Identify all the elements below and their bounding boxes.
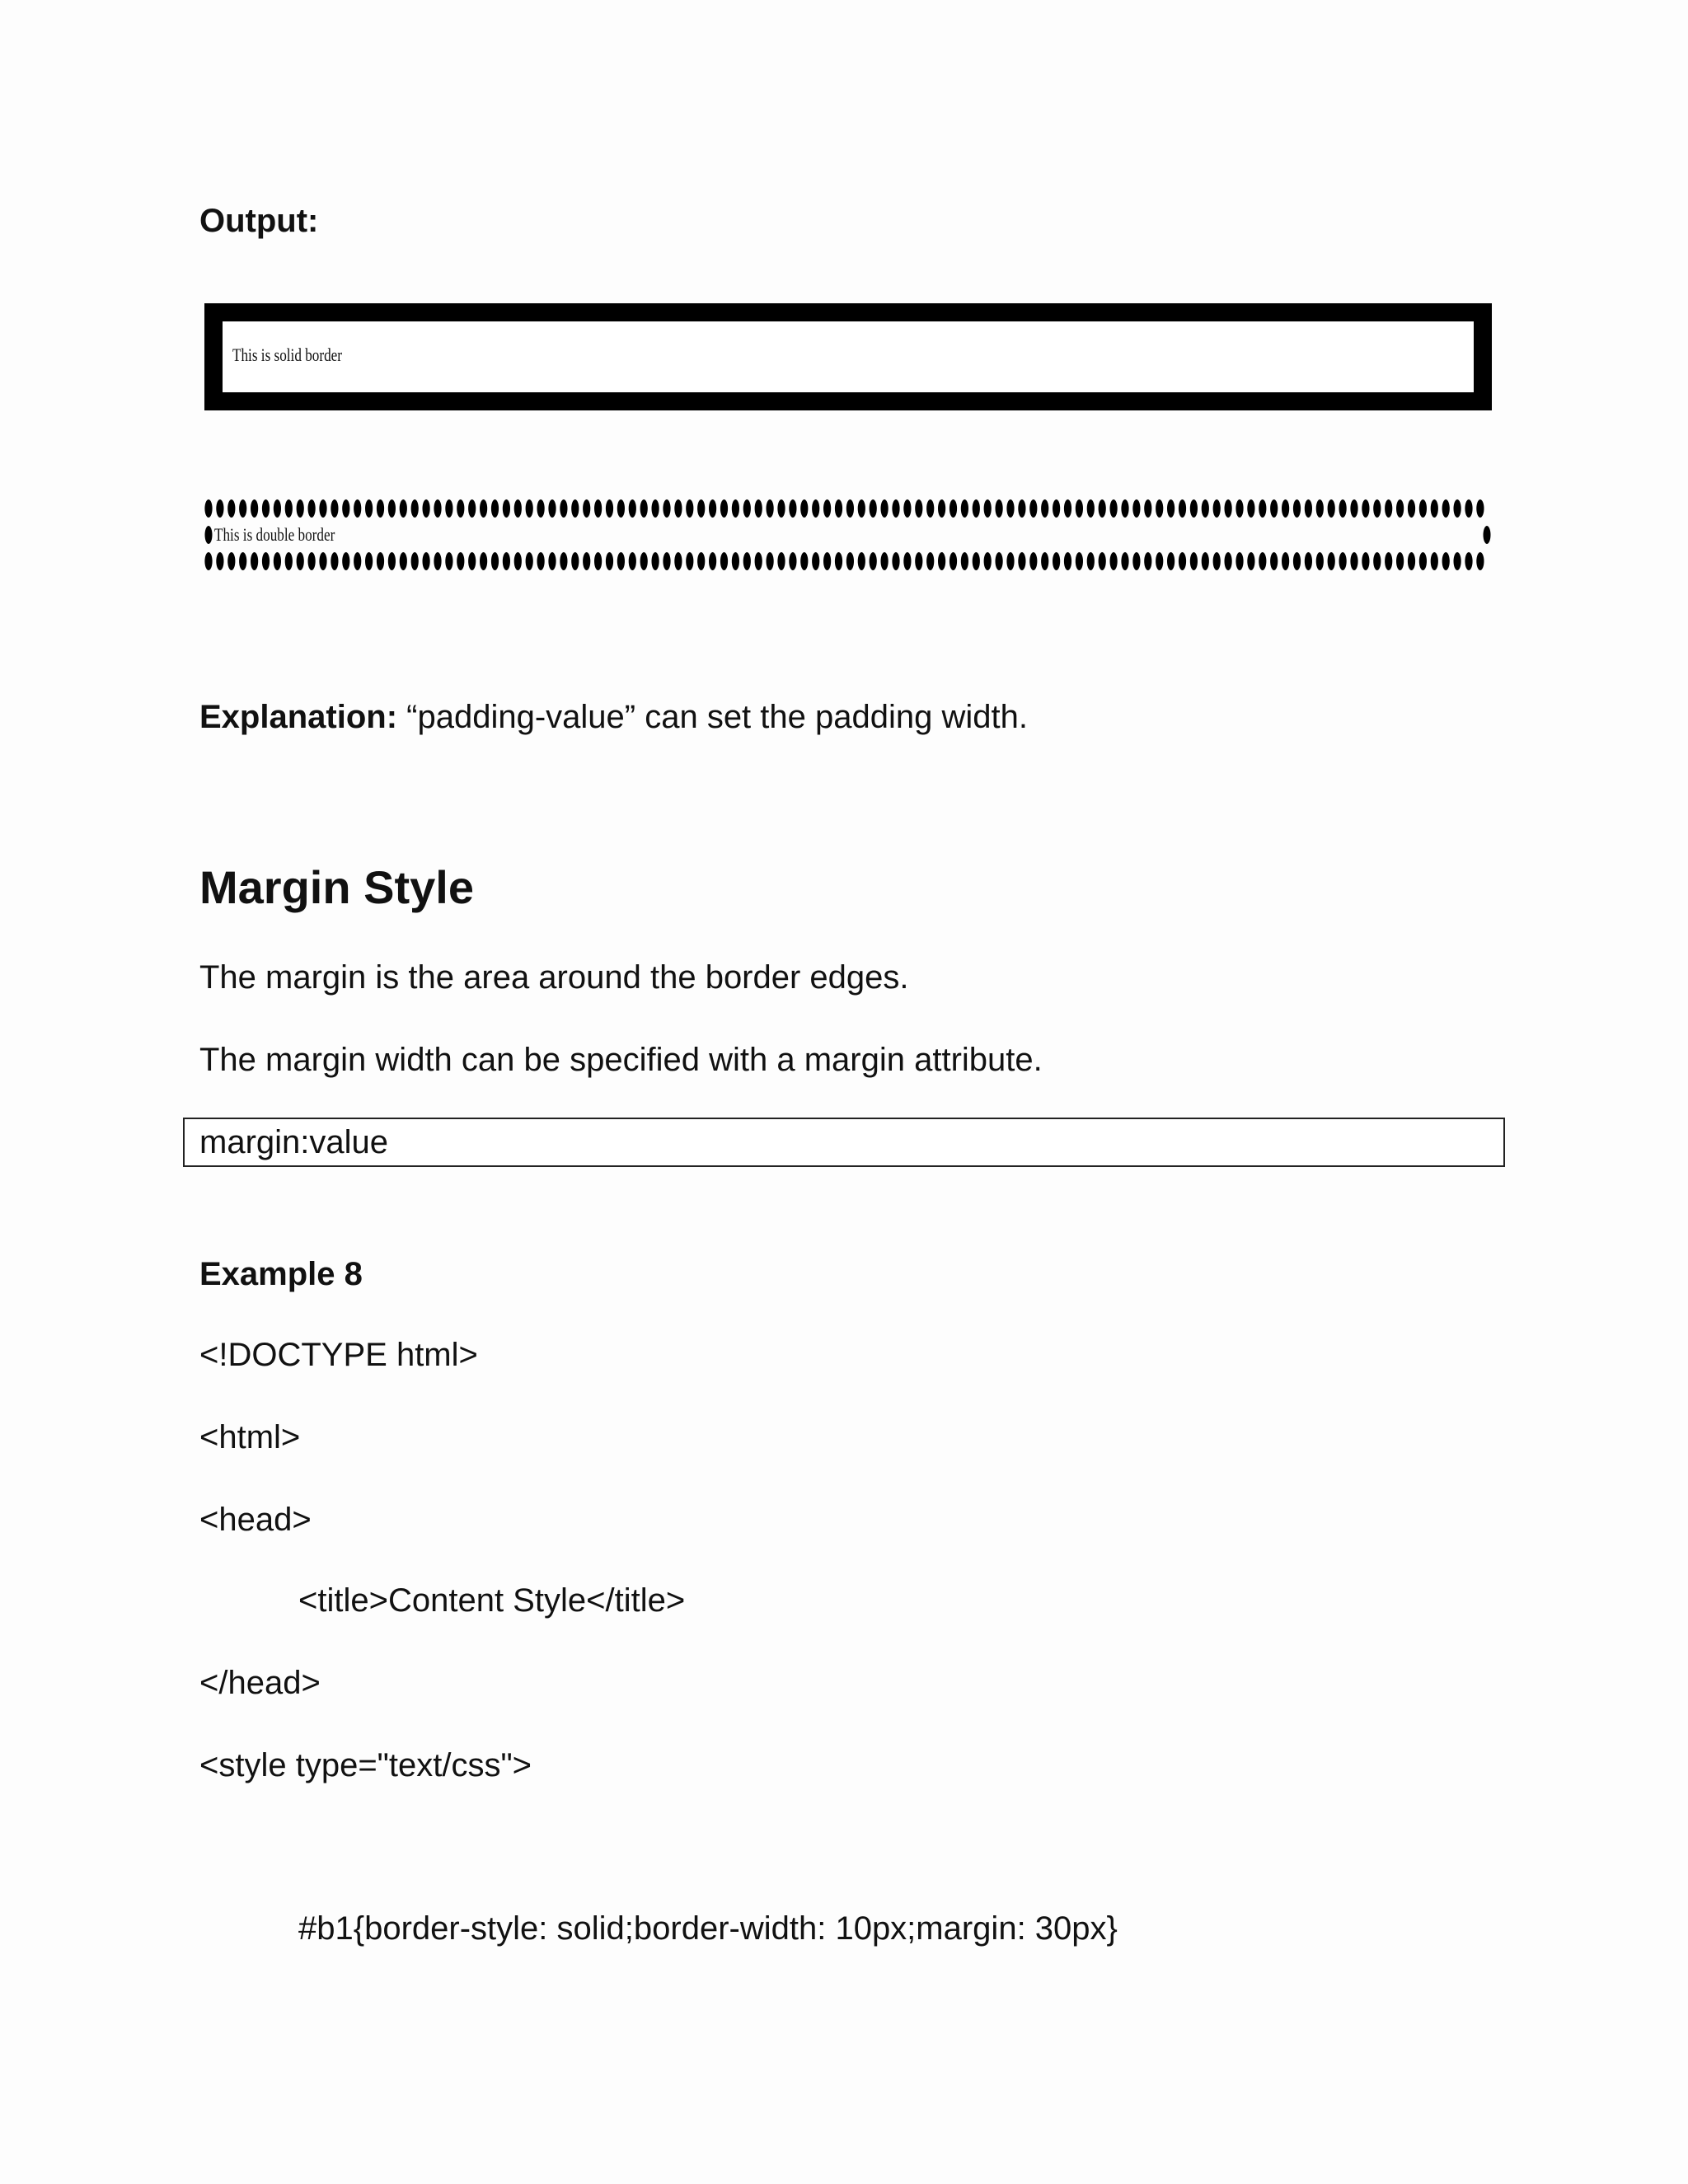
explanation-label: Explanation: [199, 699, 398, 735]
output-label: Output: [199, 203, 319, 239]
paragraph-margin-width: The margin width can be specified with a margin attribute. [199, 1042, 1043, 1078]
syntax-text: margin:value [199, 1124, 389, 1160]
double-border-text: This is double border [214, 524, 335, 545]
code-line: <!DOCTYPE html> [199, 1337, 478, 1373]
explanation [199, 697, 1028, 737]
solid-border-demo [204, 303, 1492, 410]
dotted-border-right [1482, 524, 1492, 546]
code-line: #b1{border-style: solid;border-width: 10px;margin: 30px} [298, 1910, 1118, 1947]
dotted-border-bottom [204, 551, 1492, 572]
dotted-border-top [204, 498, 1492, 519]
code-line: <style type="text/css"> [199, 1747, 532, 1783]
dotted-border-left [204, 524, 214, 546]
paragraph-margin-area: The margin is the area around the border edges. [199, 959, 909, 996]
example-title: Example 8 [199, 1256, 363, 1292]
code-line: <title>Content Style</title> [298, 1582, 686, 1619]
solid-border-text: This is solid border [232, 344, 342, 365]
code-line: <head> [199, 1502, 312, 1538]
explanation-text: “padding-value” can set the padding width. [397, 699, 1028, 735]
syntax-box [183, 1118, 1505, 1167]
code-line: </head> [199, 1665, 321, 1701]
section-heading: Margin Style [199, 861, 474, 913]
code-line: <html> [199, 1419, 301, 1455]
